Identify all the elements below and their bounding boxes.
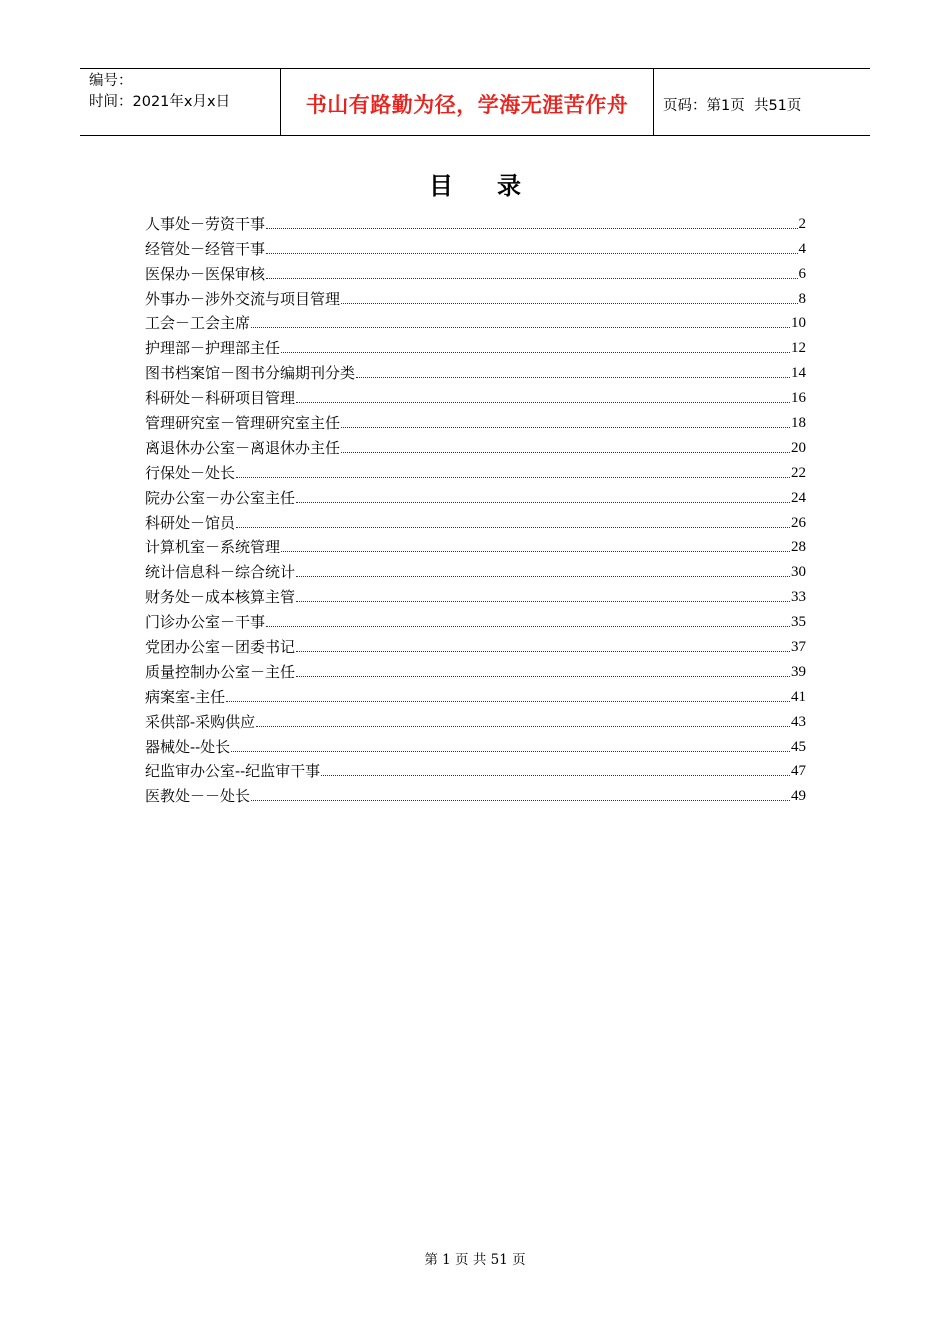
toc-entry-label: 采供部-采购供应: [145, 712, 256, 731]
toc-entry-label: 医教处－－处长: [145, 787, 251, 806]
toc-entry[interactable]: [145, 706, 806, 731]
toc-entry-label: 经管处－经管干事: [145, 239, 266, 258]
toc-entry-label: 统计信息科－综合统计: [145, 563, 296, 582]
toc-entry-label: 财务处－成本核算主管: [145, 588, 296, 607]
header-page-info: 页码：第1页 共51页: [663, 97, 802, 114]
toc-entry-label: 纪监审办公室--纪监审干事: [145, 762, 321, 781]
toc-entry-page: 20: [791, 439, 806, 456]
toc-entry-page: 39: [791, 663, 806, 680]
toc-dot-leader: [236, 526, 790, 528]
toc-dot-leader: [321, 774, 790, 776]
toc-entry-page: 43: [791, 713, 806, 730]
toc-entry-page: 47: [791, 763, 806, 780]
toc-dot-leader: [296, 575, 790, 577]
toc-dot-leader: [266, 227, 797, 229]
toc-entry-page: 35: [791, 614, 806, 631]
toc-dot-leader: [341, 451, 790, 453]
toc-entry-label: 病案室-主任: [145, 687, 226, 706]
toc-entry-label: 医保办－医保审核: [145, 264, 266, 283]
page-footer: 第 1 页 共 51 页: [424, 1252, 526, 1268]
toc-entry-label: 工会－工会主席: [145, 314, 251, 333]
toc-dot-leader: [281, 550, 790, 552]
toc-entry-label: 科研处－科研项目管理: [145, 389, 296, 408]
toc-dot-leader: [296, 650, 790, 652]
toc-dot-leader: [341, 302, 797, 304]
toc-entry[interactable]: [145, 357, 806, 382]
toc-entry[interactable]: [145, 482, 806, 507]
motto-text: 书山有路勤为径，学海无涯苦作舟: [305, 93, 629, 117]
toc-dot-leader: [266, 625, 790, 627]
toc-entry-label: 护理部－护理部主任: [145, 339, 281, 358]
toc-entry-page: 16: [791, 390, 806, 407]
toc-entry-page: 4: [798, 240, 806, 257]
table-of-contents: [145, 208, 806, 805]
toc-dot-leader: [296, 600, 790, 602]
date-line: 时间：2021年x月x日: [89, 94, 231, 110]
toc-entry-page: 41: [791, 688, 806, 705]
toc-entry-page: 14: [791, 365, 806, 382]
toc-entry-label: 管理研究室－管理研究室主任: [145, 414, 341, 433]
toc-entry[interactable]: [145, 606, 806, 631]
toc-dot-leader: [266, 277, 797, 279]
toc-dot-leader: [251, 799, 790, 801]
toc-entry[interactable]: [145, 631, 806, 656]
toc-entry[interactable]: [145, 556, 806, 581]
toc-entry-page: 45: [791, 738, 806, 755]
toc-entry[interactable]: [145, 332, 806, 357]
toc-entry[interactable]: [145, 780, 806, 805]
toc-dot-leader: [236, 476, 790, 478]
toc-title: 目录: [429, 172, 565, 200]
toc-entry[interactable]: [145, 407, 806, 432]
toc-entry-label: 外事办－涉外交流与项目管理: [145, 289, 341, 308]
toc-entry-page: 2: [798, 215, 806, 232]
toc-entry-page: 33: [791, 589, 806, 606]
toc-entry-label: 质量控制办公室－主任: [145, 662, 296, 681]
toc-entry-page: 49: [791, 788, 806, 805]
toc-entry-label: 器械处--处长: [145, 737, 231, 756]
toc-entry[interactable]: [145, 507, 806, 532]
toc-dot-leader: [281, 351, 790, 353]
toc-entry[interactable]: [145, 457, 806, 482]
toc-entry[interactable]: [145, 382, 806, 407]
toc-dot-leader: [296, 675, 790, 677]
header-motto-cell: [281, 69, 654, 135]
toc-dot-leader: [231, 750, 790, 752]
toc-entry-page: 26: [791, 514, 806, 531]
toc-entry-page: 18: [791, 415, 806, 432]
toc-entry-label: 科研处－馆员: [145, 513, 236, 532]
toc-dot-leader: [341, 426, 790, 428]
toc-entry-page: 28: [791, 539, 806, 556]
toc-entry-label: 图书档案馆－图书分编期刊分类: [145, 364, 356, 383]
toc-dot-leader: [296, 501, 790, 503]
toc-dot-leader: [226, 700, 790, 702]
toc-entry[interactable]: [145, 756, 806, 781]
toc-entry[interactable]: [145, 432, 806, 457]
toc-entry-page: 24: [791, 489, 806, 506]
toc-entry-label: 离退休办公室－离退休办主任: [145, 438, 341, 457]
number-label: 编号：: [89, 73, 133, 89]
toc-entry-page: 6: [798, 265, 806, 282]
toc-entry[interactable]: [145, 532, 806, 557]
toc-dot-leader: [266, 252, 797, 254]
toc-entry-page: 30: [791, 564, 806, 581]
toc-entry-page: 12: [791, 340, 806, 357]
toc-entry-label: 计算机室－系统管理: [145, 538, 281, 557]
toc-dot-leader: [356, 376, 790, 378]
toc-entry-page: 37: [791, 639, 806, 656]
toc-entry-label: 行保处－处长: [145, 463, 236, 482]
toc-entry-label: 人事处－劳资干事: [145, 214, 266, 233]
toc-entry[interactable]: [145, 308, 806, 333]
toc-entry[interactable]: [145, 208, 806, 233]
toc-entry[interactable]: [145, 731, 806, 756]
toc-entry-label: 门诊办公室－干事: [145, 613, 266, 632]
toc-entry[interactable]: [145, 283, 806, 308]
toc-entry[interactable]: [145, 656, 806, 681]
toc-entry-page: 10: [791, 315, 806, 332]
toc-entry-page: 22: [791, 464, 806, 481]
toc-entry-label: 党团办公室－团委书记: [145, 638, 296, 657]
toc-dot-leader: [256, 725, 790, 727]
toc-dot-leader: [296, 401, 790, 403]
header-meta-cell: [80, 69, 281, 135]
toc-entry[interactable]: [145, 233, 806, 258]
toc-entry-page: 8: [798, 290, 806, 307]
toc-entry-label: 院办公室－办公室主任: [145, 488, 296, 507]
toc-dot-leader: [251, 326, 790, 328]
toc-entry[interactable]: [145, 581, 806, 606]
document-header: [80, 68, 870, 136]
toc-entry[interactable]: [145, 258, 806, 283]
toc-entry[interactable]: [145, 681, 806, 706]
